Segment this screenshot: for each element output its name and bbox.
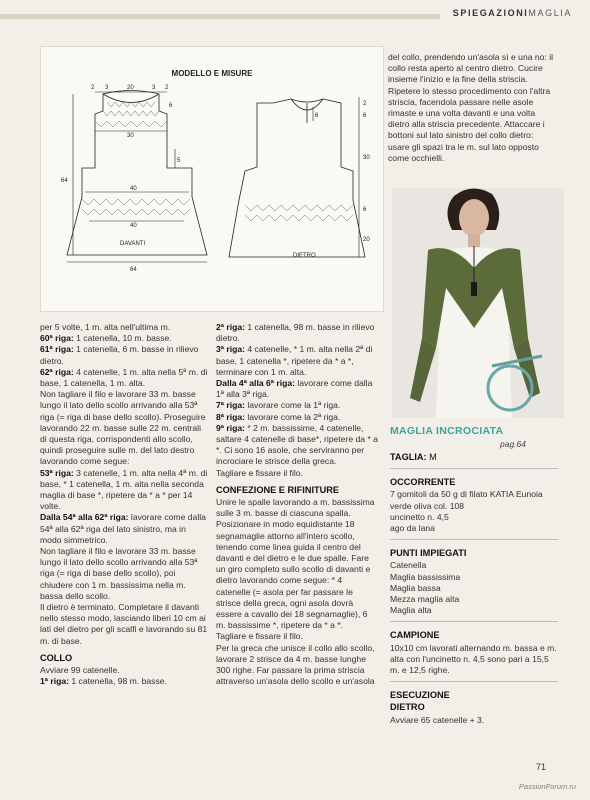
instruction-row: 53ª riga: 3 catenelle, 1 m. alta nella 4ª m. di base, * 1 catenella, 1 m. alta nella seconda maglia di base *, ripetere da * a * per 14 volte. — [40, 467, 208, 512]
svg-text:2: 2 — [165, 85, 169, 91]
list-item: Mezza maglia alta — [390, 594, 460, 605]
instruction-row: 1ª riga: 1 catenella, 98 m. basse. — [40, 676, 167, 687]
instruction-row: Dalla 54ª alla 62ª riga: lavorare come dalla 54ª alla 62ª riga del lato sinistro, ma in modo simmetrico. — [40, 512, 206, 545]
paragraph: Tagliare e fissare il filo. — [216, 631, 303, 642]
svg-text:30: 30 — [363, 155, 370, 161]
size-row: TAGLIA: M — [390, 452, 437, 462]
back-dimension-lines — [313, 97, 359, 257]
pattern-diagram — [40, 46, 384, 312]
section-header: SPIEGAZIONIMAGLIA — [452, 8, 572, 18]
paragraph: Non tagliare il filo e lavorare 33 m. basse lungo il lato dello scollo arrivando alla 53ª riga (= riga di base dello scollo), poi chiudere con 1 m. bassissima nella m. bassa dello scollo. — [40, 546, 198, 601]
svg-text:3: 3 — [152, 85, 156, 91]
divider — [390, 468, 558, 469]
paragraph: 7 gomitoli da 50 g di filato KATIA Eunoia verde oliva col. 108 — [390, 489, 543, 511]
section-heading: PUNTI IMPIEGATI — [390, 548, 467, 559]
yoke-lace-pattern — [82, 102, 190, 215]
list-item: Maglia bassissima — [390, 571, 461, 582]
svg-text:5: 5 — [177, 158, 181, 164]
front-piece-outline — [67, 91, 207, 256]
back-lace-pattern — [245, 205, 353, 221]
divider — [390, 681, 558, 682]
instruction-row: 61ª riga: 1 catenella, 6 m. basse in rilievo dietro. — [40, 344, 199, 366]
model-info — [390, 452, 558, 726]
list-item: Maglia alta — [390, 605, 432, 616]
instruction-row: 7ª riga: lavorare come la 1ª riga. — [216, 400, 341, 411]
list-item: Catenella — [390, 560, 427, 571]
paragraph: uncinetto n. 4,5 — [390, 511, 449, 522]
svg-text:6: 6 — [169, 103, 173, 109]
svg-text:40: 40 — [130, 186, 137, 192]
paragraph: del collo, prendendo un'asola sì e una no: il collo resta aperto al centro dietro. Cucire insieme l'inizio e la fine della striscia. Ripetere lo stesso procedimento con l'altra striscia, facendola passare nelle asole rimaste e una volta davanti e una volta dietro alla striscia precedente. Attaccare i bottoni sul lato sinistro del collo dietro: usare gli spazi tra le m. sul lato opposto come occhielli. — [388, 52, 554, 163]
instruction-row: 60ª riga: 1 catenella, 10 m. basse. — [40, 333, 172, 344]
section-heading: CAMPIONE — [390, 630, 440, 641]
svg-text:DAVANTI: DAVANTI — [120, 241, 146, 247]
model-photo-illustration — [392, 188, 564, 418]
paragraph: Tagliare e fissare il filo. — [216, 467, 303, 478]
divider — [390, 621, 558, 622]
section-heading: OCCORRENTE — [390, 477, 456, 488]
instruction-row: 9ª riga: * 2 m. bassissime, 4 catenelle, saltare 4 catenelle di base*, ripetere da * a *. Ci sono 16 asole, che serviranno per incrociare le strisce della greca. — [216, 422, 378, 467]
front-dimension-lines — [67, 92, 207, 262]
model-title: MAGLIA INCROCIATA — [390, 425, 504, 437]
svg-text:6: 6 — [315, 113, 319, 119]
instruction-row: 62ª riga: 4 catenelle, 1 m. alta nella 5ª m. di base, 1 catenella, 1 m. alta. — [40, 366, 208, 389]
instruction-row: 2ª riga: 1 catenella, 98 m. basse in rilievo dietro. — [216, 322, 375, 344]
svg-text:3: 3 — [105, 85, 109, 91]
model-photo — [392, 188, 564, 418]
instruction-row: 8ª riga: lavorare come la 2ª riga. — [216, 411, 341, 422]
back-piece-outline — [229, 99, 365, 257]
section-heading: COLLO — [40, 652, 73, 663]
section-heading: CONFEZIONE E RIFINITURE — [216, 484, 340, 495]
header-rule — [0, 14, 440, 19]
watermark: PassionForum.ru — [518, 782, 576, 791]
schematic-svg — [41, 47, 383, 311]
list-item: Maglia bassa — [390, 582, 441, 593]
paragraph: Unire le spalle lavorando a m. bassissima sulle 3 m. basse di ciascuna spalla. Posizionare in modo equidistante 18 segnamaglie attorno all'intero scollo, tenendo come linea guida il centro del davanti e del dietro e le due spalle. Fare un giro completo sullo scollo di davanti e dietro lavorando come segue: * 4 catenelle (= asola per far passare le strisce della greca, ogni asola dovrà essere a cavallo dei 18 segnamaglie), 6 m. bassissime *, ripetere da * a *. — [216, 497, 375, 631]
svg-text:DIETRO: DIETRO — [293, 253, 316, 259]
instructions-column-2 — [216, 322, 378, 688]
svg-text:6: 6 — [363, 113, 367, 119]
page-reference: pag.64 — [500, 439, 526, 449]
svg-text:20: 20 — [363, 237, 370, 243]
paragraph: per 5 volte, 1 m. alta nell'ultima m. — [40, 322, 171, 332]
paragraph: Per la greca che unisce il collo allo scollo, lavorare 2 strisce da 4 m. basse lunghe 300 righe. Far passare la prima striscia attraverso un'asola dello scollo e un'asola — [216, 642, 375, 687]
section-subheading: DIETRO — [390, 702, 425, 713]
instruction-row: Dalla 4ª alla 6ª riga: lavorare come dalla 1ª alla 3ª riga. — [216, 378, 373, 400]
paragraph: Avviare 99 catenelle. — [40, 665, 120, 676]
instructions-column-1 — [40, 322, 208, 688]
diagram-title: MODELLO E MISURE — [171, 69, 253, 78]
instruction-row: 3ª riga: 4 catenelle, * 1 m. alta nella 2ª di base, 1 catenella *, ripetere da * a *, terminare con 1 m. alta. — [216, 344, 373, 377]
paragraph: Avviare 65 catenelle + 3. — [390, 714, 485, 725]
svg-text:64: 64 — [130, 267, 137, 273]
svg-text:64: 64 — [61, 178, 68, 184]
page-number: 71 — [535, 762, 546, 772]
svg-text:2: 2 — [91, 85, 95, 91]
paragraph: Il dietro è terminato. Completare il davanti nello stesso modo, lasciando liberi 10 cm ai lati del dietro per gli scalfi e lavorando su 81 m. di base. — [40, 602, 208, 646]
section-heading: ESECUZIONE — [390, 690, 450, 701]
svg-text:40: 40 — [130, 223, 137, 229]
divider — [390, 539, 558, 540]
paragraph: 10x10 cm lavorati alternando m. bassa e m. alta con l'uncinetto n. 4,5 sono pari a 15,5 m. e 12,5 righe. — [390, 642, 557, 676]
instructions-column-3 — [388, 52, 556, 164]
svg-text:2: 2 — [363, 101, 367, 107]
svg-text:6: 6 — [363, 207, 367, 213]
paragraph: ago da lana — [390, 523, 435, 534]
svg-text:20: 20 — [127, 85, 134, 91]
paragraph: Non tagliare il filo e lavorare 33 m. basse lungo il lato dello scollo arrivando alla 53ª riga (= riga di base dello scollo). Proseguire lavorando 22 m. basse sulle 22 m. centrali di questa riga, corrispondenti allo scollo, quindi proseguire sulle m. del lato destro lavorando come segue: — [40, 389, 206, 467]
svg-text:30: 30 — [127, 133, 134, 139]
